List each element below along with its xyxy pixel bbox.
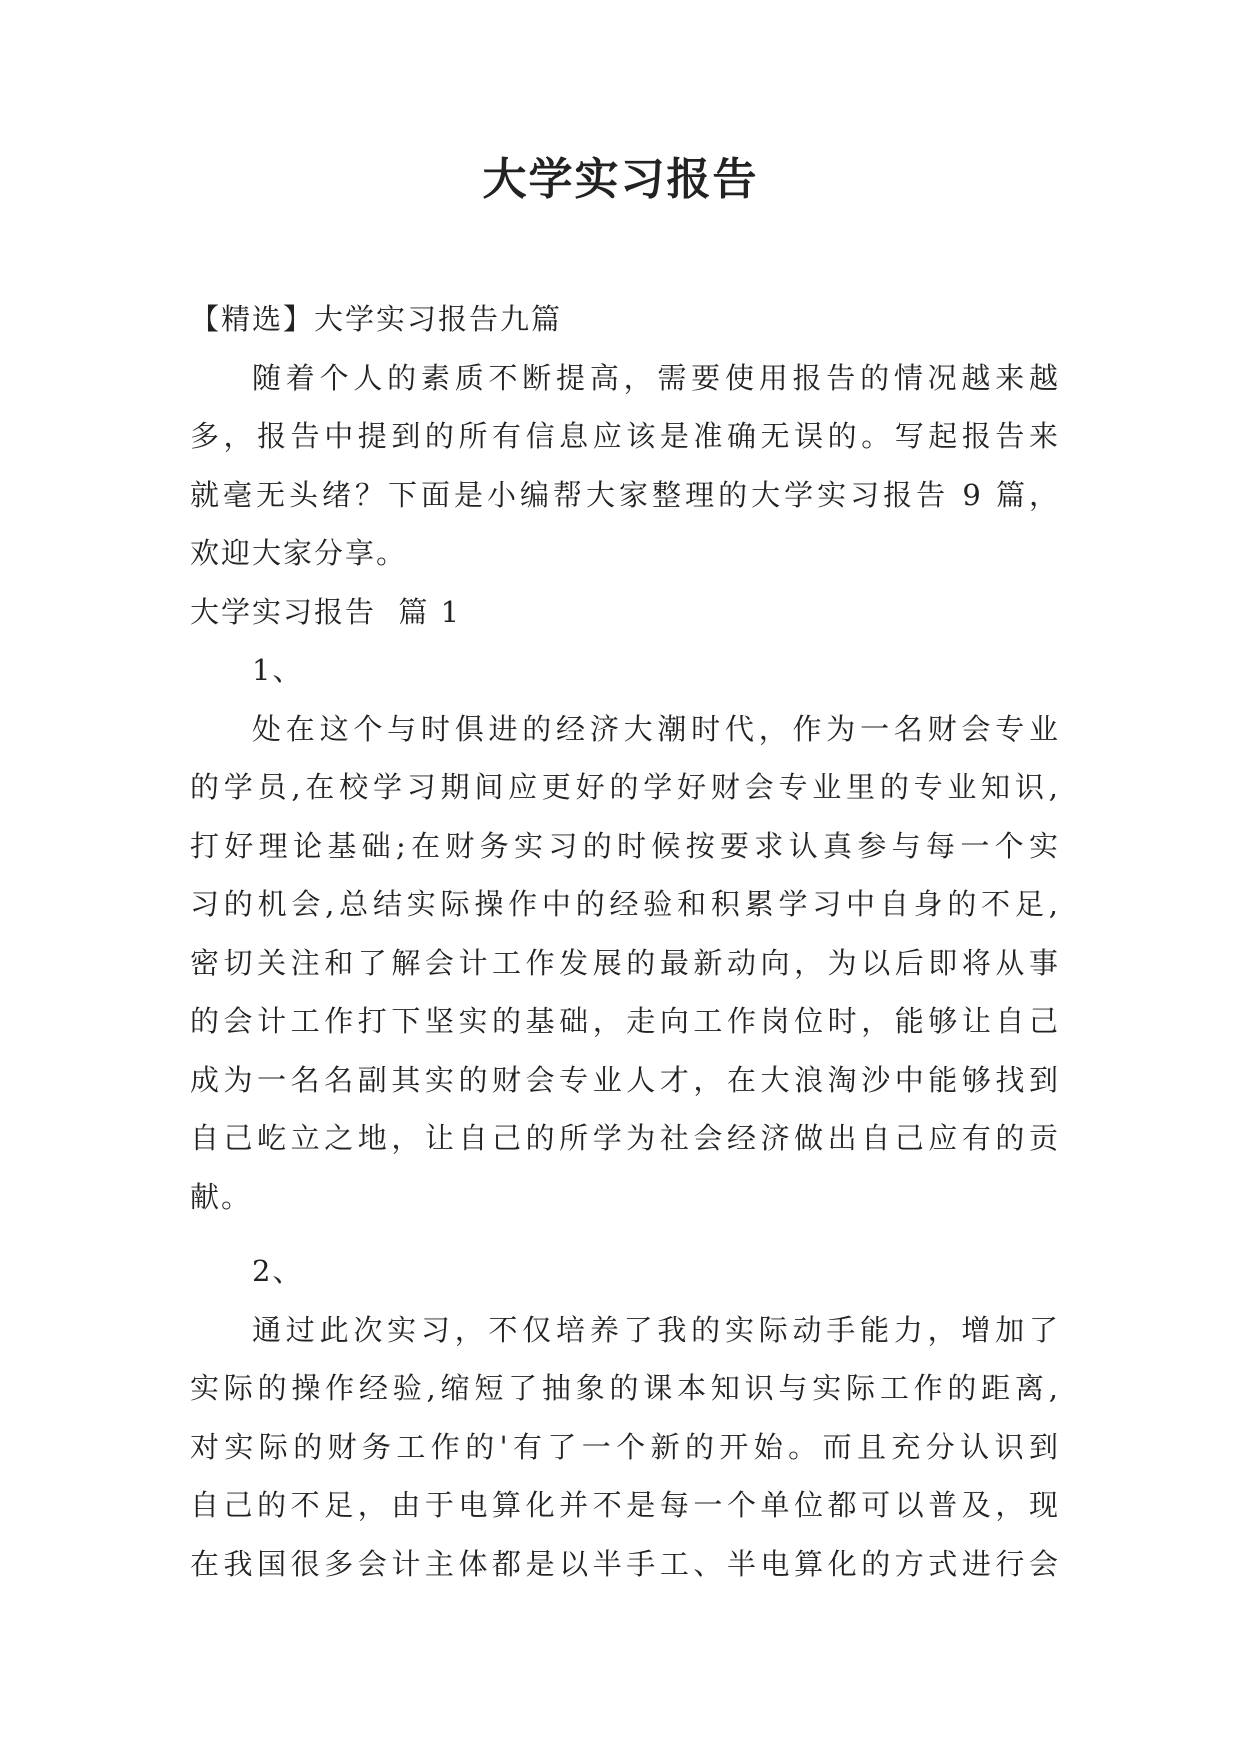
paragraph-line: 习的机会,总结实际操作中的经验和积累学习中自身的不足, — [190, 887, 1060, 921]
paragraph-line: 处在这个与时俱进的经济大潮时代，作为一名财会专业 — [252, 711, 1060, 746]
item-label: 1、 — [252, 653, 304, 687]
paragraph-line: 打好理论基础;在财务实习的时候按要求认真参与每一个实 — [190, 828, 1060, 863]
paragraph-line: 密切关注和了解会计工作发展的最新动向，为以后即将从事 — [190, 945, 1060, 980]
paragraph-line: 实际的操作经验,缩短了抽象的课本知识与实际工作的距离, — [190, 1371, 1060, 1405]
intro-line: 多，报告中提到的所有信息应该是准确无误的。写起报告来 — [190, 419, 1060, 453]
intro-line: 欢迎大家分享。 — [190, 536, 408, 570]
section-heading: 大学实习报告 篇 1 — [190, 594, 462, 629]
subtitle: 【精选】大学实习报告九篇 — [190, 302, 563, 336]
paragraph-gap — [190, 1226, 1060, 1242]
intro-line: 随着个人的素质不断提高，需要使用报告的情况越来越 — [252, 360, 1060, 395]
paragraph-line: 自己的不足，由于电算化并不是每一个单位都可以普及，现 — [190, 1488, 1060, 1522]
paragraph-line: 通过此次实习，不仅培养了我的实际动手能力，增加了 — [252, 1312, 1060, 1347]
intro-line: 就毫无头绪？下面是小编帮大家整理的大学实习报告 9 篇， — [190, 477, 1060, 512]
paragraph-line: 成为一名名副其实的财会专业人才，在大浪淘沙中能够找到 — [190, 1062, 1060, 1097]
paragraph-line: 对实际的财务工作的'有了一个新的开始。而且充分认识到 — [190, 1429, 1060, 1464]
paragraph-line: 献。 — [190, 1179, 253, 1214]
item-label: 2、 — [252, 1254, 304, 1288]
paragraph-line: 自己屹立之地，让自己的所学为社会经济做出自己应有的贡 — [190, 1121, 1060, 1155]
document-title: 大学实习报告 — [482, 154, 759, 205]
paragraph-line: 的会计工作打下坚实的基础，走向工作岗位时，能够让自己 — [190, 1004, 1060, 1038]
document-body — [190, 290, 1060, 1593]
paragraph-line: 在我国很多会计主体都是以半手工、半电算化的方式进行会 — [190, 1546, 1060, 1581]
paragraph-line: 的学员,在校学习期间应更好的学好财会专业里的专业知识, — [190, 770, 1060, 804]
